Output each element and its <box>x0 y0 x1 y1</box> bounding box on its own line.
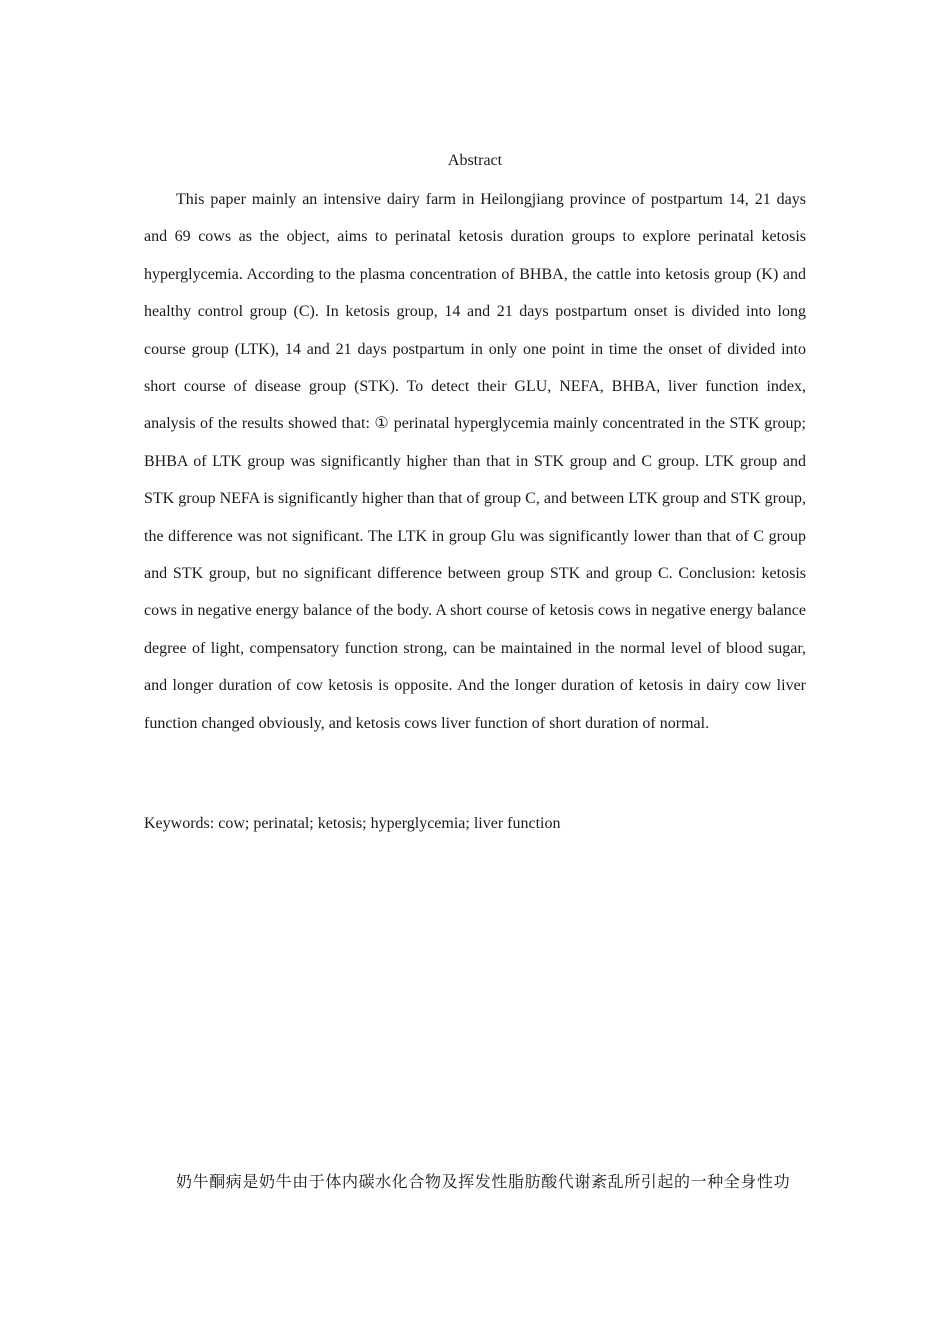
chinese-body-paragraph: 奶牛酮病是奶牛由于体内碳水化合物及挥发性脂肪酸代谢紊乱所引起的一种全身性功 <box>176 1172 791 1191</box>
abstract-heading: Abstract <box>447 152 503 169</box>
keywords-line: Keywords: cow; perinatal; ketosis; hyperglycemia; liver function <box>144 815 561 832</box>
abstract-paragraph: This paper mainly an intensive dairy farm in Heilongjiang province of postpartum 14, 21 days and 69 cows as the object, aims to perinatal ketosis duration groups to explore perinatal ketosis hyperglycemia. According to the plasma concentration of BHBA, the cattle into ketosis group (K) and healthy control group (C). In ketosis group, 14 and 21 days postpartum onset is divided into long course group (LTK), 14 and 21 days postpartum in only one point in time the onset of divided into short course of disease group (STK). To detect their GLU, NEFA, BHBA, liver function index, analysis of the results showed that: ① perinatal hyperglycemia mainly concentrated in the STK group; BHBA of LTK group was significantly higher than that in STK group and C group. LTK group and STK group NEFA is significantly higher than that of group C, and between LTK group and STK group, the difference was not significant. The LTK in group Glu was significantly lower than that of C group and STK group, but no significant difference between group STK and group C. Conclusion: ketosis cows in negative energy balance of the body. A short course of ketosis cows in negative energy balance degree of light, compensatory function strong, can be maintained in the normal level of blood sugar, and longer duration of cow ketosis is opposite. And the longer duration of ketosis in dairy cow liver function changed obviously, and ketosis cows liver function of short duration of normal. <box>144 191 806 732</box>
